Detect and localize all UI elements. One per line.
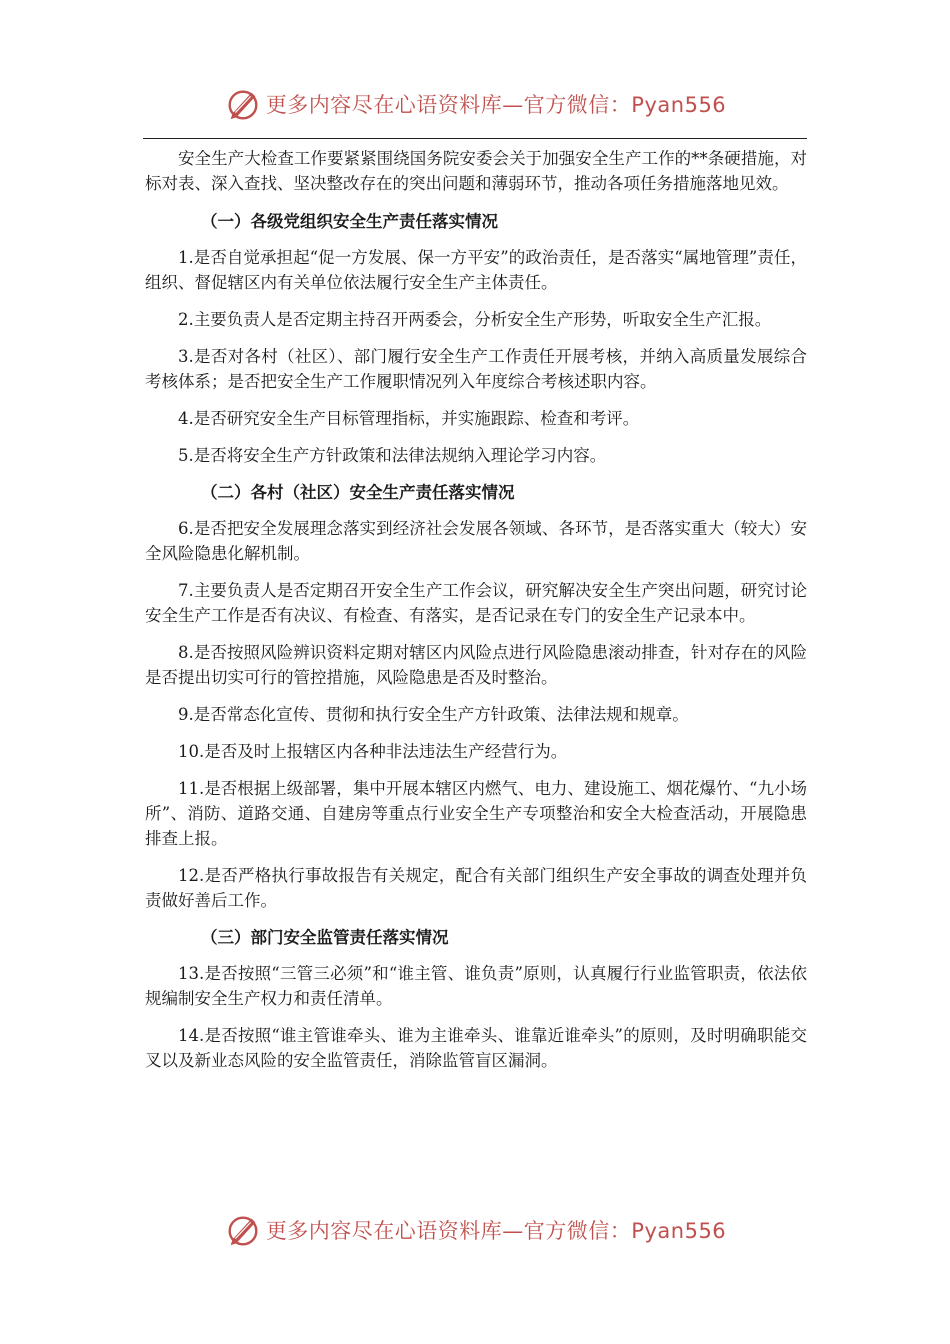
list-item: 14.是否按照“谁主管谁牵头、谁为主谁牵头、谁靠近谁牵头”的原则，及时明确职能交叉以及新业态风险的安全监管责任，消除监管盲区漏洞。	[145, 1026, 807, 1070]
header-divider	[143, 138, 807, 139]
list-item: 3.是否对各村（社区）、部门履行安全生产工作责任开展考核，并纳入高质量发展综合考核体系；是否把安全生产工作履职情况列入年度综合考核述职内容。	[145, 347, 807, 391]
header-banner	[0, 82, 950, 126]
pen-circle-icon	[224, 85, 262, 123]
list-item: 7.主要负责人是否定期召开安全生产工作会议，研究解决安全生产突出问题，研究讨论安全生产工作是否有决议、有检查、有落实，是否记录在专门的安全生产记录本中。	[145, 581, 807, 625]
list-item: 12.是否严格执行事故报告有关规定，配合有关部门组织生产安全事故的调查处理并负责做好善后工作。	[145, 866, 807, 910]
list-item: 11.是否根据上级部署，集中开展本辖区内燃气、电力、建设施工、烟花爆竹、“九小场所”、消防、道路交通、自建房等重点行业安全生产专项整治和安全大检查活动，开展隐患排查上报。	[145, 779, 807, 848]
list-item: 4.是否研究安全生产目标管理指标，并实施跟踪、检查和考评。	[178, 409, 640, 428]
list-item: 9.是否常态化宣传、贯彻和执行安全生产方针政策、法律法规和规章。	[178, 705, 689, 724]
list-item: 5.是否将安全生产方针政策和法律法规纳入理论学习内容。	[178, 446, 607, 465]
list-item: 8.是否按照风险辨识资料定期对辖区内风险点进行风险隐患滚动排查，针对存在的风险是否提出切实可行的管控措施，风险隐患是否及时整治。	[145, 643, 807, 687]
list-item: 13.是否按照“三管三必须”和“谁主管、谁负责”原则，认真履行行业监管职责，依法依规编制安全生产权力和责任清单。	[145, 964, 807, 1008]
list-item: 1.是否自觉承担起“促一方发展、保一方平安”的政治责任，是否落实“属地管理”责任，组织、督促辖区内有关单位依法履行安全生产主体责任。	[145, 248, 807, 292]
list-item: 6.是否把安全发展理念落实到经济社会发展各领域、各环节，是否落实重大（较大）安全风险隐患化解机制。	[145, 519, 807, 563]
intro-paragraph: 安全生产大检查工作要紧紧围绕国务院安委会关于加强安全生产工作的**条硬措施，对标对表、深入查找、坚决整改存在的突出问题和薄弱环节，推动各项任务措施落地见效。	[145, 149, 807, 193]
section-heading: （三）部门安全监管责任落实情况	[201, 928, 449, 947]
banner-text: 更多内容尽在心语资料库—官方微信：Pyan556	[265, 93, 727, 117]
pen-circle-icon	[224, 1211, 262, 1249]
document-body	[145, 146, 807, 1085]
list-item: 2.主要负责人是否定期主持召开两委会，分析安全生产形势，听取安全生产汇报。	[178, 310, 772, 329]
footer-banner	[0, 1208, 950, 1252]
banner-text: 更多内容尽在心语资料库—官方微信：Pyan556	[265, 1219, 727, 1243]
section-heading: （二）各村（社区）安全生产责任落实情况	[201, 483, 515, 502]
list-item: 10.是否及时上报辖区内各种非法违法生产经营行为。	[178, 742, 568, 761]
section-heading: （一）各级党组织安全生产责任落实情况	[201, 212, 498, 231]
